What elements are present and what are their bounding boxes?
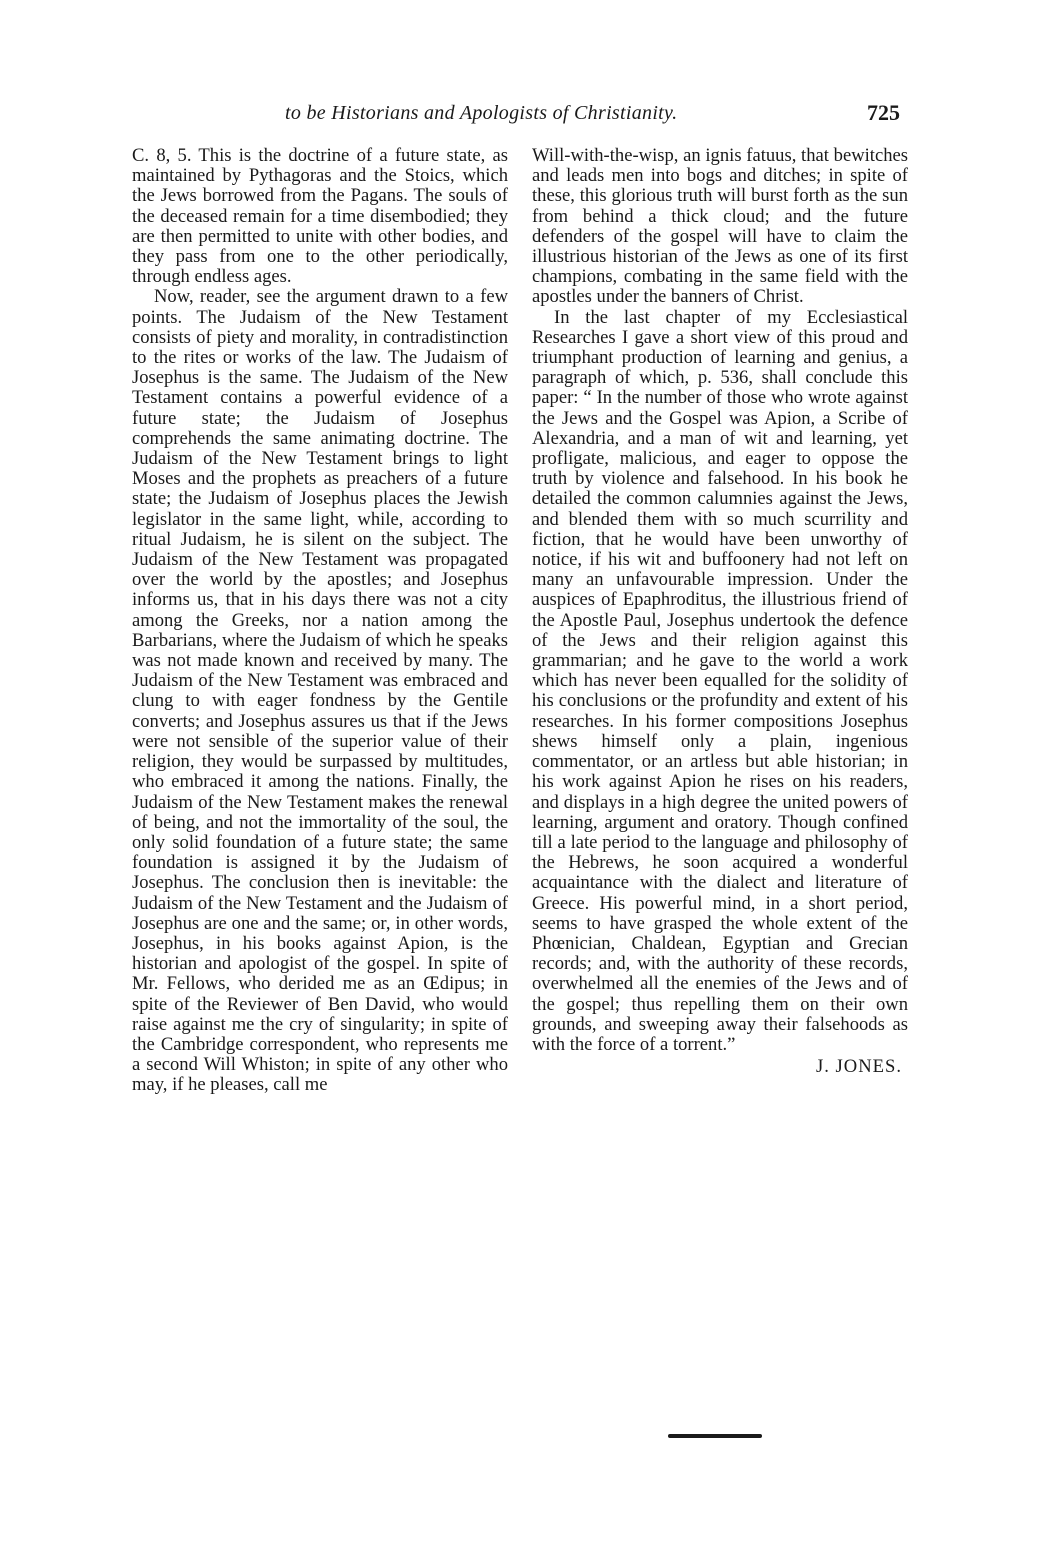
running-title: to be Historians and Apologists of Christianity. [285, 102, 678, 124]
right-paragraph-2: In the last chapter of my Ecclesiastical Researches I gave a short view of this proud and triumphant production of learning and genius, a paragraph of which, p. 536, shall conclude this paper: “ In the number of those who wrote against the Jews and the Gospel was Apion, a Scribe of Alexandria, and a man of wit and learning, yet profligate, malicious, and eager to oppose the truth by violence and falsehood. In his book he detailed the common calumnies against the Jews, and blended them with so much scurrility and fiction, that he would have been unworthy of notice, if his wit and buffoonery had not left on many an unfavourable impression. Under the auspices of Epaphroditus, the illustrious friend of the Apostle Paul, Josephus undertook the defence of the Jews and their religion against this grammarian; and he gave to the world a work which has never been equalled for the solidity of his conclusions or the profundity and extent of his researches. In his former compositions Josephus shews himself only a plain, ingenious commentator, or an artless but able historian; in his work against Apion he rises on his readers, and displays in a high degree the united powers of learning, argument and oratory. Though confined till a late period to the language and philosophy of the Hebrews, he soon acquired a wonderful acquaintance with the dialect and literature of Greece. His powerful mind, in a short period, seems to have grasped the whole extent of the Phœnician, Chaldean, Egyptian and Grecian records; and, with the authority of these records, overwhelmed all the enemies of the Jews and of the gospel; thus repelling them on their own grounds, and sweeping away their falsehoods as with the force of a torrent.” [532, 306, 908, 1055]
left-column [132, 146, 508, 1096]
author-signature: J. JONES. [816, 1056, 902, 1078]
right-paragraph-1: Will-with-the-wisp, an ignis fatuus, that bewitches and leads men into bogs and ditches; in spite of these, this glorious truth will burst forth as the sun from behind a thick cloud; and the future defenders of the gospel will have to claim the illustrious historian of the Jews as one of its first champions, combating in the same field with the apostles under the banners of Christ. [532, 145, 908, 308]
left-paragraph-2: Now, reader, see the argument drawn to a few points. The Judaism of the New Testament consists of piety and morality, in contradistinction to the rites or works of the law. The Judaism of Josephus is the same. The Judaism of the New Testament contains a powerful evidence of a future state; the Judaism of Josephus comprehends the same animating doctrine. The Judaism of the New Testament brings to light Moses and the prophets as preachers of a future state; the Judaism of Josephus places the Jewish legislator in the same light, while, according to ritual Judaism, he is silent on the subject. The Judaism of the New Testament was propagated over the world by the apostles; and Josephus informs us, that in his days there was not a city among the Greeks, nor a nation among the Barbarians, where the Judaism of which he speaks was not made known and received by many. The Judaism of the New Testament was embraced and clung to with eager fondness by the Gentile converts; and Josephus assures us that if the Jews were not sensible of the superior value of their religion, they would be surpassed by multitudes, who embraced it among the nations. Finally, the Judaism of the New Testament makes the renewal of being, and not the immortality of the soul, the only solid foundation of a future state; the same foundation is assigned it by the Judaism of Josephus. The conclusion then is inevitable: the Judaism of the New Testament and the Judaism of Josephus are one and the same; or, in other words, Josephus, in his books against Apion, is the historian and apologist of the gospel. In spite of Mr. Fellows, who derided me as an Œdipus; in spite of the Reviewer of Ben David, who would raise against me the cry of singularity; in spite of the Cambridge correspondent, who represents me a second Will Whiston; in spite of any other who may, if he pleases, call me [132, 286, 508, 1096]
page-number: 725 [867, 100, 900, 125]
running-head [130, 100, 900, 130]
left-paragraph-1: C. 8, 5. This is the doctrine of a future state, as maintained by Pythagoras and the Stoics, which the Jews borrowed from the Pagans. The souls of the deceased remain for a time disembodied; they are then permitted to unite with other bodies, and they pass from one to the other periodically, through endless ages. [132, 145, 508, 288]
right-column [532, 146, 908, 1077]
end-rule-divider [668, 1434, 762, 1438]
